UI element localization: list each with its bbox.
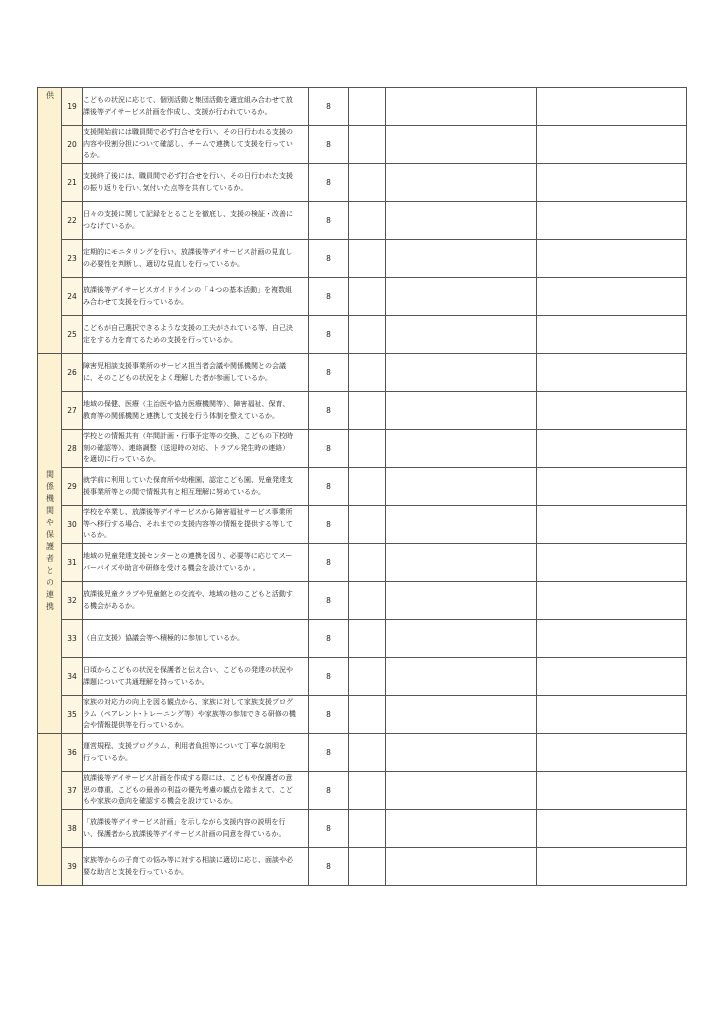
item-value: 8 bbox=[309, 468, 349, 506]
category-cell bbox=[38, 354, 62, 734]
item-value: 8 bbox=[309, 164, 349, 202]
empty-cell bbox=[537, 620, 687, 658]
empty-cell bbox=[349, 202, 386, 240]
item-value: 8 bbox=[309, 126, 349, 164]
empty-cell bbox=[349, 696, 386, 734]
empty-cell bbox=[386, 126, 537, 164]
empty-cell bbox=[537, 88, 687, 126]
item-number: 34 bbox=[62, 658, 83, 696]
empty-cell bbox=[537, 506, 687, 544]
item-description: 学校を卒業し、放課後等デイサービスから障害福祉サービス事業所 等へ移行する場合、それまでの支援内容等の情報を提供する等して いるか。 bbox=[83, 506, 309, 544]
empty-cell bbox=[349, 468, 386, 506]
checklist-table bbox=[37, 87, 687, 886]
empty-cell bbox=[349, 544, 386, 582]
item-value: 8 bbox=[309, 202, 349, 240]
item-number: 21 bbox=[62, 164, 83, 202]
empty-cell bbox=[537, 810, 687, 848]
empty-cell bbox=[386, 316, 537, 354]
item-value: 8 bbox=[309, 278, 349, 316]
item-description: 放課後児童クラブや児童館との交流や、地域の他のこどもと活動す る機会があるか。 bbox=[83, 582, 309, 620]
item-number: 29 bbox=[62, 468, 83, 506]
item-description: 支援終了後には、職員間で必ず打合せを行い、その日行われた支援 の振り返りを行い､気付いた点等を共有しているか。 bbox=[83, 164, 309, 202]
item-number: 28 bbox=[62, 430, 83, 468]
empty-cell bbox=[349, 620, 386, 658]
empty-cell bbox=[349, 240, 386, 278]
table-row bbox=[38, 544, 687, 582]
item-description: 「放課後等デイサービス計画」を示しながら支援内容の説明を行 い、保護者から放課後等デイサービス計画の同意を得ているか。 bbox=[83, 810, 309, 848]
table-row bbox=[38, 240, 687, 278]
table-row bbox=[38, 354, 687, 392]
empty-cell bbox=[386, 582, 537, 620]
category-cell bbox=[38, 734, 62, 886]
item-description: こどもの状況に応じて、個別活動と集団活動を適宜組み合わせて放 課後等デイサービス計画を作成し、支援が行われているか。 bbox=[83, 88, 309, 126]
empty-cell bbox=[386, 620, 537, 658]
empty-cell bbox=[537, 202, 687, 240]
item-number: 30 bbox=[62, 506, 83, 544]
item-description: 地域の保健、医療（主治医や協力医療機関等）、障害福祉、保育、 教育等の関係機関と連携して支援を行う体制を整えているか。 bbox=[83, 392, 309, 430]
item-value: 8 bbox=[309, 582, 349, 620]
item-number: 31 bbox=[62, 544, 83, 582]
item-number: 23 bbox=[62, 240, 83, 278]
item-value: 8 bbox=[309, 734, 349, 772]
empty-cell bbox=[386, 696, 537, 734]
empty-cell bbox=[537, 544, 687, 582]
item-number: 19 bbox=[62, 88, 83, 126]
item-description: 定期的にモニタリングを行い、放課後等デイサービス計画の見直し の必要性を判断し、適切な見直しを行っているか。 bbox=[83, 240, 309, 278]
empty-cell bbox=[386, 278, 537, 316]
table-row bbox=[38, 696, 687, 734]
empty-cell bbox=[386, 658, 537, 696]
table-row bbox=[38, 620, 687, 658]
item-number: 37 bbox=[62, 772, 83, 810]
empty-cell bbox=[349, 810, 386, 848]
item-number: 22 bbox=[62, 202, 83, 240]
item-number: 25 bbox=[62, 316, 83, 354]
table-row bbox=[38, 582, 687, 620]
item-number: 35 bbox=[62, 696, 83, 734]
item-value: 8 bbox=[309, 620, 349, 658]
empty-cell bbox=[349, 772, 386, 810]
empty-cell bbox=[537, 468, 687, 506]
table-row bbox=[38, 202, 687, 240]
empty-cell bbox=[386, 506, 537, 544]
item-description: こどもが自己選択できるような支援の工夫がされている等、自己決 定をする力を育てるための支援を行っているか。 bbox=[83, 316, 309, 354]
item-number: 26 bbox=[62, 354, 83, 392]
item-value: 8 bbox=[309, 430, 349, 468]
empty-cell bbox=[386, 772, 537, 810]
checklist-body bbox=[38, 88, 687, 886]
empty-cell bbox=[386, 810, 537, 848]
empty-cell bbox=[349, 164, 386, 202]
table-row bbox=[38, 316, 687, 354]
table-row bbox=[38, 88, 687, 126]
empty-cell bbox=[537, 316, 687, 354]
empty-cell bbox=[537, 164, 687, 202]
item-number: 27 bbox=[62, 392, 83, 430]
item-value: 8 bbox=[309, 88, 349, 126]
item-description: 地域の児童発達支援センターとの連携を図り、必要等に応じてスー パーバイズや助言や研修を受ける機会を設けているか 。 bbox=[83, 544, 309, 582]
empty-cell bbox=[349, 582, 386, 620]
empty-cell bbox=[349, 506, 386, 544]
empty-cell bbox=[386, 430, 537, 468]
empty-cell bbox=[537, 126, 687, 164]
empty-cell bbox=[386, 734, 537, 772]
table-row bbox=[38, 734, 687, 772]
empty-cell bbox=[349, 658, 386, 696]
item-description: 日頃からこどもの状況を保護者と伝え合い、こどもの発達の状況や 課題について共通理解を持っているか。 bbox=[83, 658, 309, 696]
item-description: 日々の支援に関して記録をとることを徹底し、支援の検証・改善に つなげているか。 bbox=[83, 202, 309, 240]
table-row bbox=[38, 468, 687, 506]
item-description: 学校との情報共有（年間計画・行事予定等の交換、こどもの下校時 刻の確認等）、連絡調整（送迎時の対応、トラブル発生時の連絡） を適切に行っているか。 bbox=[83, 430, 309, 468]
item-value: 8 bbox=[309, 772, 349, 810]
empty-cell bbox=[537, 392, 687, 430]
table-row bbox=[38, 848, 687, 886]
item-number: 38 bbox=[62, 810, 83, 848]
empty-cell bbox=[386, 164, 537, 202]
item-number: 24 bbox=[62, 278, 83, 316]
empty-cell bbox=[537, 430, 687, 468]
table-row bbox=[38, 772, 687, 810]
category-label: 供 bbox=[45, 91, 55, 103]
item-value: 8 bbox=[309, 544, 349, 582]
item-value: 8 bbox=[309, 810, 349, 848]
empty-cell bbox=[537, 734, 687, 772]
empty-cell bbox=[349, 734, 386, 772]
empty-cell bbox=[537, 582, 687, 620]
item-description: （自立支援）協議会等へ積極的に参加しているか。 bbox=[83, 620, 309, 658]
item-description: 支援開始前には職員間で必ず打合せを行い、その日行われる支援の 内容や役割分担について確認し、チームで連携して支援を行ってい るか。 bbox=[83, 126, 309, 164]
table-row bbox=[38, 506, 687, 544]
empty-cell bbox=[349, 88, 386, 126]
item-number: 33 bbox=[62, 620, 83, 658]
item-description: 放課後等デイサービス計画を作成する際には、こどもや保護者の意 思の尊重、こどもの最善の利益の優先考慮の観点を踏まえて、こど もや家族の意向を確認する機会を設けているか。 bbox=[83, 772, 309, 810]
table-row bbox=[38, 126, 687, 164]
item-number: 20 bbox=[62, 126, 83, 164]
item-value: 8 bbox=[309, 392, 349, 430]
empty-cell bbox=[386, 240, 537, 278]
item-description: 就学前に利用していた保育所や幼稚園、認定こども園、児童発達支 援事業所等との間で情報共有と相互理解に努めているか。 bbox=[83, 468, 309, 506]
empty-cell bbox=[537, 848, 687, 886]
empty-cell bbox=[537, 696, 687, 734]
category-label: 関係機関や保護者との連携 bbox=[45, 469, 55, 614]
empty-cell bbox=[537, 240, 687, 278]
table-row bbox=[38, 278, 687, 316]
empty-cell bbox=[386, 848, 537, 886]
empty-cell bbox=[537, 658, 687, 696]
item-number: 32 bbox=[62, 582, 83, 620]
empty-cell bbox=[386, 202, 537, 240]
empty-cell bbox=[537, 354, 687, 392]
empty-cell bbox=[386, 88, 537, 126]
item-number: 36 bbox=[62, 734, 83, 772]
item-number: 39 bbox=[62, 848, 83, 886]
empty-cell bbox=[349, 430, 386, 468]
table-row bbox=[38, 430, 687, 468]
item-description: 放課後等デイサービスガイドラインの「４つの基本活動」を複数組 み合わせて支援を行っているか。 bbox=[83, 278, 309, 316]
empty-cell bbox=[386, 392, 537, 430]
item-description: 家族等からの子育ての悩み等に対する相談に適切に応じ、面談や必 要な助言と支援を行っているか。 bbox=[83, 848, 309, 886]
item-description: 家族の対応力の向上を図る観点から、家族に対して家族支援プログ ラム（ペアレント･トレーニング等）や家族等の参加できる研修の機 会や情報提供等を行っているか。 bbox=[83, 696, 309, 734]
table-row bbox=[38, 810, 687, 848]
empty-cell bbox=[349, 278, 386, 316]
item-value: 8 bbox=[309, 316, 349, 354]
empty-cell bbox=[349, 126, 386, 164]
item-value: 8 bbox=[309, 696, 349, 734]
table-row bbox=[38, 164, 687, 202]
item-value: 8 bbox=[309, 240, 349, 278]
table-row bbox=[38, 658, 687, 696]
empty-cell bbox=[537, 278, 687, 316]
empty-cell bbox=[537, 772, 687, 810]
empty-cell bbox=[349, 848, 386, 886]
empty-cell bbox=[386, 544, 537, 582]
item-description: 運営規程、支援プログラム、利用者負担等について丁寧な説明を 行っているか。 bbox=[83, 734, 309, 772]
empty-cell bbox=[386, 354, 537, 392]
item-value: 8 bbox=[309, 848, 349, 886]
table-row bbox=[38, 392, 687, 430]
category-cell bbox=[38, 88, 62, 354]
item-value: 8 bbox=[309, 506, 349, 544]
empty-cell bbox=[349, 354, 386, 392]
empty-cell bbox=[349, 392, 386, 430]
item-value: 8 bbox=[309, 354, 349, 392]
empty-cell bbox=[349, 316, 386, 354]
item-description: 障害児相談支援事業所のサービス担当者会議や関係機関との会議 に、そのこどもの状況をよく理解した者が参画しているか。 bbox=[83, 354, 309, 392]
empty-cell bbox=[386, 468, 537, 506]
item-value: 8 bbox=[309, 658, 349, 696]
